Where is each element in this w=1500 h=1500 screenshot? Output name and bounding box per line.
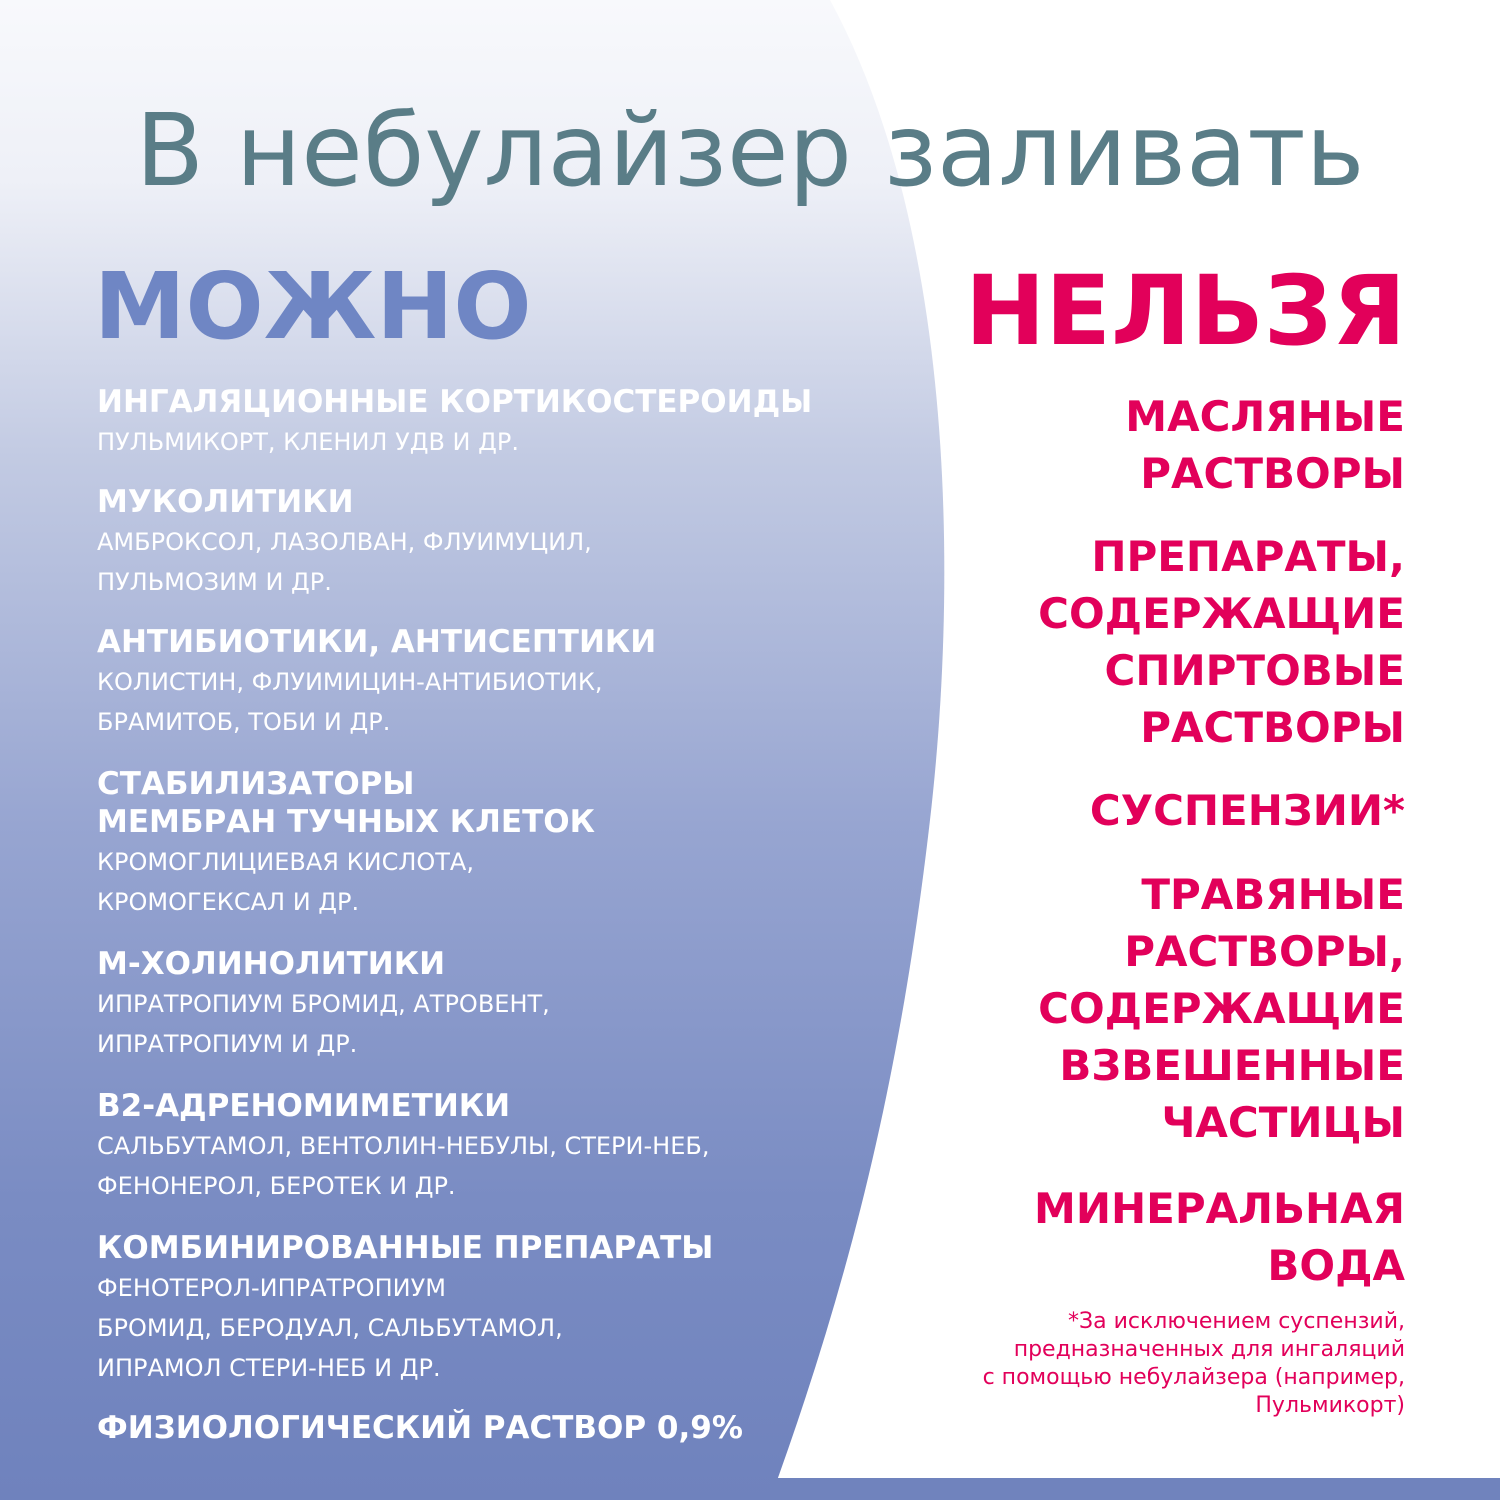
- page-title: В небулайзер заливать: [135, 92, 1365, 209]
- footnote-line: с помощью небулайзера (например,: [982, 1365, 1405, 1390]
- allowed-item-title: М-ХОЛИНОЛИТИКИ: [97, 946, 446, 982]
- forbidden-item: [1090, 782, 1405, 839]
- allowed-item: [97, 382, 812, 462]
- allowed-item: [97, 482, 592, 602]
- allowed-heading: МОЖНО: [94, 253, 532, 360]
- footnote-line: Пульмикорт): [1255, 1393, 1405, 1418]
- allowed-item: [97, 622, 656, 742]
- allowed-item-title: АНТИБИОТИКИ, АНТИСЕПТИКИ: [97, 624, 657, 660]
- allowed-item: [97, 1228, 713, 1388]
- footnote-line: *За исключением суспензий,: [1068, 1309, 1405, 1334]
- forbidden-item-line: РАСТВОРЫ,: [1124, 927, 1405, 976]
- forbidden-item-line: ВЗВЕШЕННЫЕ: [1059, 1041, 1405, 1090]
- forbidden-item-line: СОДЕРЖАЩИЕ: [1038, 589, 1405, 638]
- allowed-item-desc: ПУЛЬМИКОРТ, КЛЕНИЛ УДВ И ДР.: [97, 428, 519, 456]
- allowed-item-desc: ПУЛЬМОЗИМ И ДР.: [97, 568, 332, 596]
- forbidden-item-line: ТРАВЯНЫЕ: [1141, 870, 1405, 919]
- allowed-item-desc: БРОМИД, БЕРОДУАЛ, САЛЬБУТАМОЛ,: [97, 1314, 563, 1342]
- footnote: [845, 1308, 1405, 1420]
- allowed-item-title: КОМБИНИРОВАННЫЕ ПРЕПАРАТЫ: [97, 1230, 714, 1266]
- allowed-item: [97, 1086, 709, 1206]
- forbidden-item: [1034, 1180, 1405, 1294]
- allowed-item: [97, 944, 550, 1064]
- allowed-item-desc: ИПРАМОЛ СТЕРИ-НЕБ И ДР.: [97, 1354, 441, 1382]
- forbidden-item-line: СОДЕРЖАЩИЕ: [1038, 984, 1405, 1033]
- allowed-item-title: МЕМБРАН ТУЧНЫХ КЛЕТОК: [97, 804, 595, 840]
- allowed-item-desc: БРАМИТОБ, ТОБИ И ДР.: [97, 708, 391, 736]
- forbidden-item-line: СПИРТОВЫЕ: [1104, 646, 1405, 695]
- allowed-item-desc: ФЕНОТЕРОЛ-ИПРАТРОПИУМ: [97, 1274, 446, 1302]
- allowed-item-desc: АМБРОКСОЛ, ЛАЗОЛВАН, ФЛУИМУЦИЛ,: [97, 528, 592, 556]
- forbidden-item: [1125, 388, 1405, 502]
- forbidden-item-line: СУСПЕНЗИИ*: [1089, 786, 1405, 835]
- allowed-item-desc: САЛЬБУТАМОЛ, ВЕНТОЛИН-НЕБУЛЫ, СТЕРИ-НЕБ,: [97, 1132, 710, 1160]
- forbidden-item: [1038, 866, 1405, 1151]
- allowed-item-desc: ИПРАТРОПИУМ И ДР.: [97, 1030, 358, 1058]
- allowed-item: [97, 766, 595, 922]
- forbidden-item-line: МИНЕРАЛЬНАЯ: [1034, 1184, 1405, 1233]
- bottom-band: [770, 1478, 1500, 1500]
- forbidden-item-line: ПРЕПАРАТЫ,: [1091, 532, 1405, 581]
- forbidden-item: [1038, 528, 1405, 756]
- allowed-item-desc: ФЕНОНЕРОЛ, БЕРОТЕК И ДР.: [97, 1172, 456, 1200]
- allowed-item-title: ИНГАЛЯЦИОННЫЕ КОРТИКОСТЕРОИДЫ: [97, 384, 813, 420]
- allowed-item-title: В2-АДРЕНОМИМЕТИКИ: [97, 1088, 511, 1124]
- forbidden-item-line: РАСТВОРЫ: [1140, 703, 1405, 752]
- allowed-item-desc: КОЛИСТИН, ФЛУИМИЦИН-АНТИБИОТИК,: [97, 668, 603, 696]
- forbidden-item-line: ВОДА: [1267, 1241, 1405, 1290]
- forbidden-item-line: МАСЛЯНЫЕ: [1125, 392, 1405, 441]
- footnote-line: предназначенных для ингаляций: [1013, 1337, 1405, 1362]
- allowed-item-title: МУКОЛИТИКИ: [97, 484, 354, 520]
- allowed-item-title: ФИЗИОЛОГИЧЕСКИЙ РАСТВОР 0,9%: [97, 1410, 743, 1446]
- allowed-item-desc: КРОМОГЕКСАЛ И ДР.: [97, 888, 360, 916]
- allowed-item-desc: КРОМОГЛИЦИЕВАЯ КИСЛОТА,: [97, 848, 474, 876]
- forbidden-heading: НЕЛЬЗЯ: [965, 255, 1406, 367]
- allowed-item-desc: ИПРАТРОПИУМ БРОМИД, АТРОВЕНТ,: [97, 990, 550, 1018]
- allowed-item-title: СТАБИЛИЗАТОРЫ: [97, 766, 415, 802]
- forbidden-item-line: РАСТВОРЫ: [1140, 449, 1405, 498]
- allowed-item: [97, 1408, 743, 1448]
- forbidden-item-line: ЧАСТИЦЫ: [1161, 1098, 1405, 1147]
